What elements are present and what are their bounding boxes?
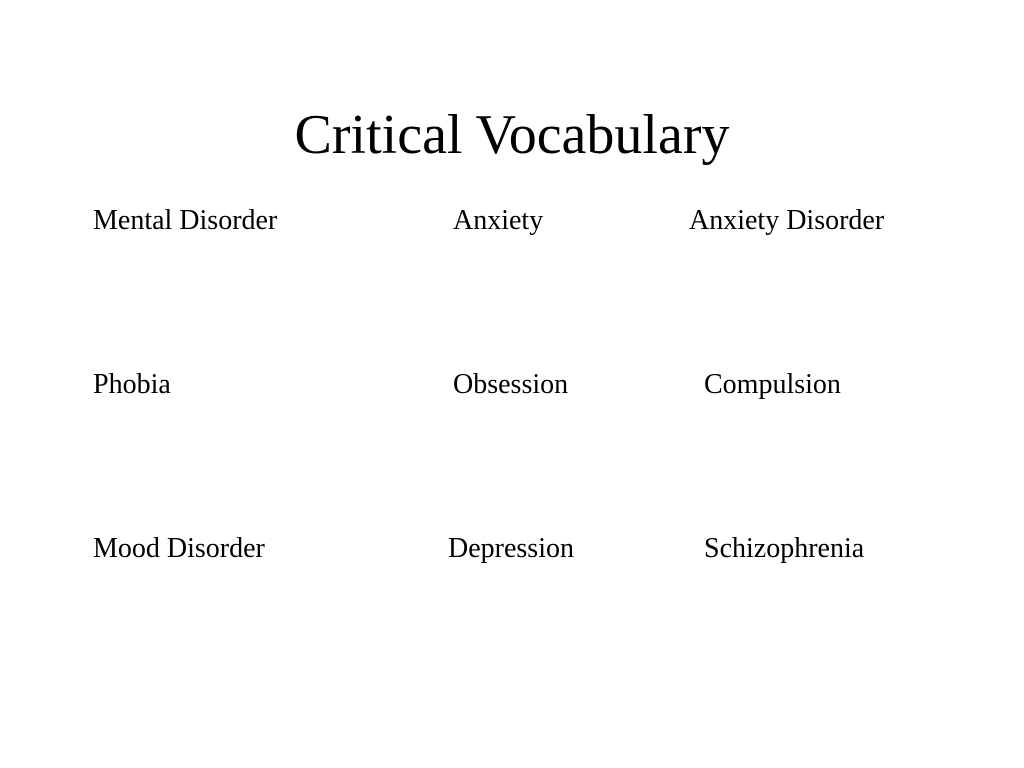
term-anxiety-disorder: Anxiety Disorder xyxy=(689,205,885,236)
term-depression: Depression xyxy=(448,533,574,564)
slide-title: Critical Vocabulary xyxy=(294,104,730,166)
term-compulsion: Compulsion xyxy=(704,369,841,400)
term-mental-disorder: Mental Disorder xyxy=(93,205,278,236)
term-mood-disorder: Mood Disorder xyxy=(93,533,265,564)
term-phobia: Phobia xyxy=(93,369,171,400)
term-schizophrenia: Schizophrenia xyxy=(704,533,865,564)
term-anxiety: Anxiety xyxy=(453,205,544,236)
term-obsession: Obsession xyxy=(453,369,569,400)
